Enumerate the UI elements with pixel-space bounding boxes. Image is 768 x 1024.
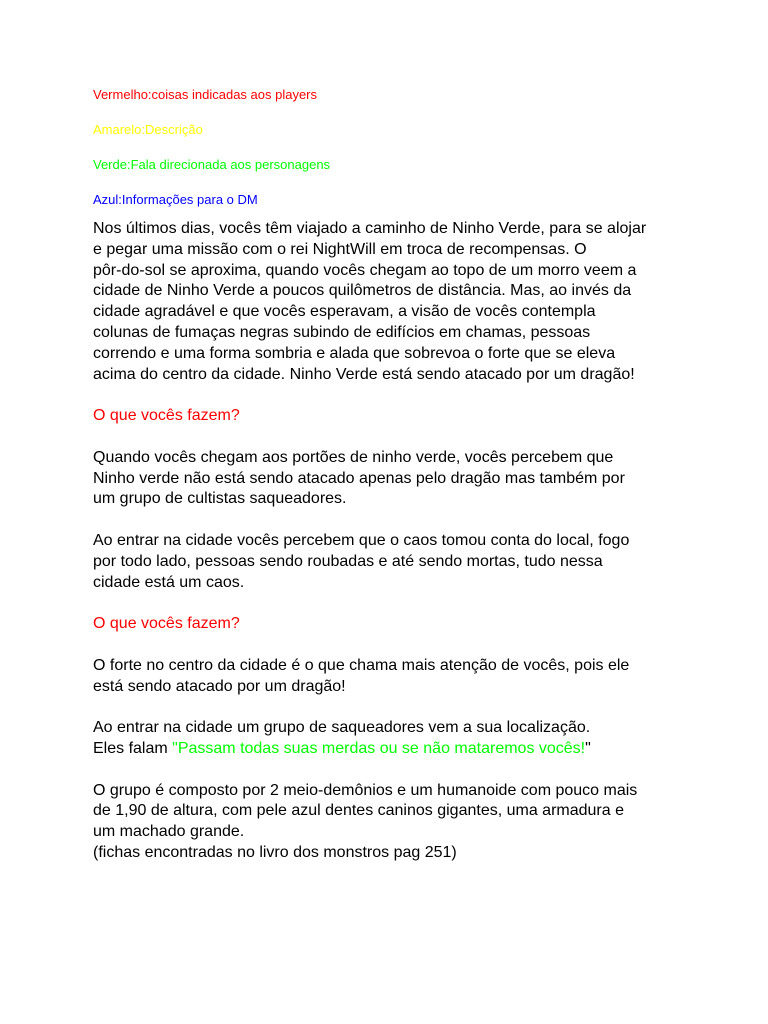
gates-line: Quando vocês chegam aos portões de ninho verde, vocês percebem que bbox=[93, 448, 614, 466]
group-line: um machado grande. bbox=[93, 823, 245, 841]
legend-blue: Azul:Informações para o DM bbox=[93, 192, 258, 207]
intro-line: acima do centro da cidade. Ninho Verde está sendo atacado por um dragão! bbox=[93, 365, 635, 383]
gates-paragraph bbox=[93, 448, 713, 510]
legend-red: Vermelho:coisas indicadas aos players bbox=[93, 87, 318, 102]
group-paragraph bbox=[93, 781, 713, 864]
legend-green: Verde:Fala direcionada aos personagens bbox=[93, 157, 331, 172]
raiders-line: Ao entrar na cidade um grupo de saqueadores vem a sua localização. bbox=[93, 719, 591, 737]
intro-paragraph bbox=[93, 219, 713, 385]
chaos-line: cidade está um caos. bbox=[93, 573, 245, 591]
gates-line: Ninho verde não está sendo atacado apenas pelo dragão mas também por bbox=[93, 469, 625, 487]
chaos-paragraph bbox=[93, 531, 713, 593]
legend-yellow: Amarelo:Descrição bbox=[93, 122, 203, 137]
question-prompt: O que vocês fazem? bbox=[93, 615, 240, 633]
gates-line: um grupo de cultistas saqueadores. bbox=[93, 490, 347, 508]
raiders-speech-line bbox=[93, 739, 713, 760]
group-reference-line: (fichas encontradas no livro dos monstros pag 251) bbox=[93, 843, 457, 861]
raiders-intro-text: Eles falam bbox=[93, 739, 173, 757]
intro-line: colunas de fumaças negras subindo de edifícios em chamas, pessoas bbox=[93, 323, 591, 341]
question-prompt: O que vocês fazem? bbox=[93, 407, 240, 425]
intro-line: cidade de Ninho Verde a poucos quilômetros de distância. Mas, ao invés da bbox=[93, 282, 632, 300]
group-line: de 1,90 de altura, com pele azul dentes caninos gigantes, uma armadura e bbox=[93, 802, 624, 820]
raiders-speech: "Passam todas suas merdas ou se não mataremos vocês! bbox=[172, 739, 586, 757]
intro-line: e pegar uma missão com o rei NightWill em troca de recompensas. O bbox=[93, 240, 587, 258]
intro-line: correndo e uma forma sombria e alada que sobrevoa o forte que se eleva bbox=[93, 344, 616, 362]
document-page bbox=[93, 85, 713, 864]
intro-line: cidade agradável e que vocês esperavam, a visão de vocês contempla bbox=[93, 303, 596, 321]
fort-line: está sendo atacado por um dragão! bbox=[93, 677, 346, 695]
fort-paragraph bbox=[93, 656, 713, 698]
intro-line: Nos últimos dias, vocês têm viajado a caminho de Ninho Verde, para se alojar bbox=[93, 220, 647, 237]
raiders-closing-quote: " bbox=[585, 739, 591, 757]
chaos-line: Ao entrar na cidade vocês percebem que o caos tomou conta do local, fogo bbox=[93, 531, 630, 549]
intro-line: pôr-do-sol se aproxima, quando vocês chegam ao topo de um morro veem a bbox=[93, 261, 637, 279]
chaos-line: por todo lado, pessoas sendo roubadas e até sendo mortas, tudo nessa bbox=[93, 552, 603, 570]
fort-line: O forte no centro da cidade é o que chama mais atenção de vocês, pois ele bbox=[93, 656, 630, 674]
group-line: O grupo é composto por 2 meio-demônios e um humanoide com pouco mais bbox=[93, 781, 638, 799]
raiders-paragraph bbox=[93, 718, 713, 760]
